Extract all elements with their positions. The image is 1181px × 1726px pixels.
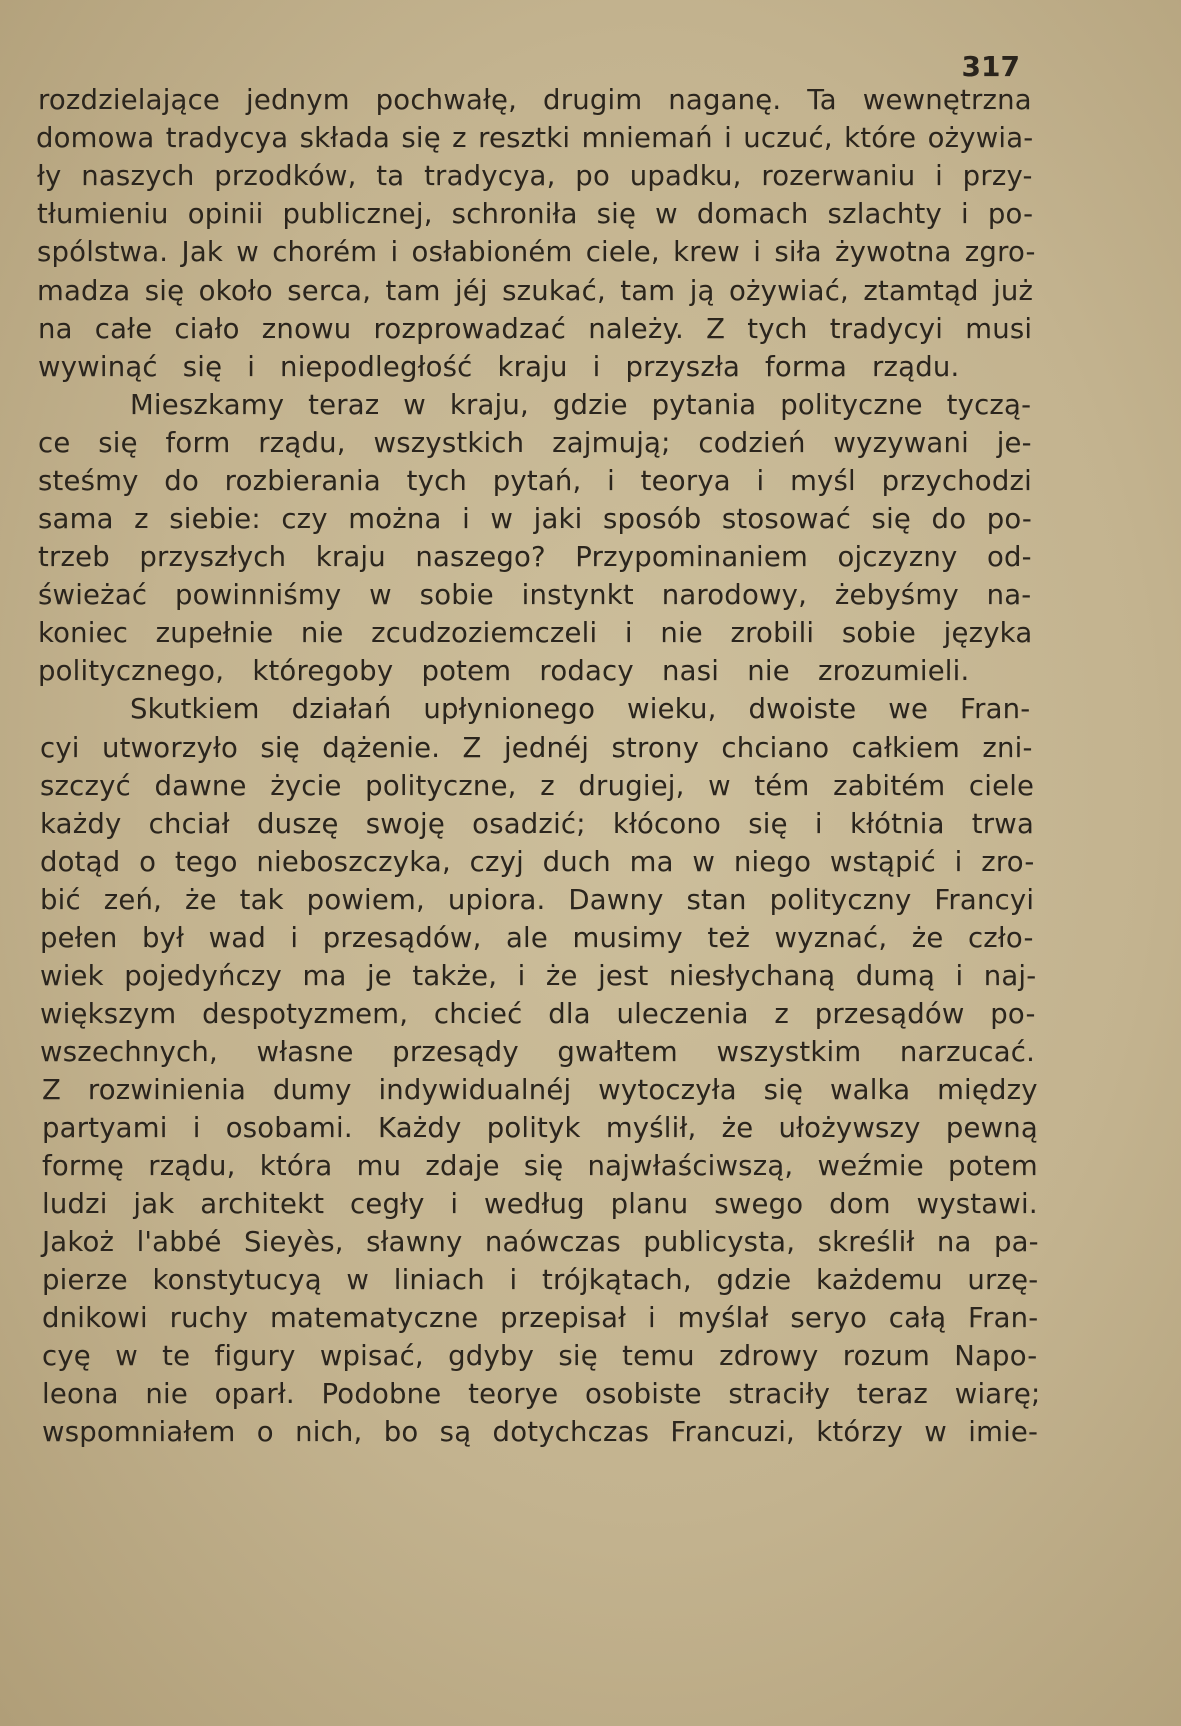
text-line: formę rządu, która mu zdaje się najwłaściwszą, weźmie potem [42, 1150, 1038, 1182]
text-line: wszechnych, własne przesądy gwałtem wszystkim narzucać. [40, 1036, 1036, 1068]
text-line: bić zeń, że tak powiem, upiora. Dawny stan polityczny Francyi [40, 884, 1035, 916]
text-line: Mieszkamy teraz w kraju, gdzie pytania polityczne tyczą- [130, 389, 1032, 421]
text-line: tłumieniu opinii publicznej, schroniła się w domach szlachty i po- [37, 198, 1034, 230]
text-line: steśmy do rozbierania tych pytań, i teorya i myśl przychodzi [38, 465, 1032, 497]
text-line: wiek pojedyńczy ma je także, i że jest niesłychaną dumą i naj- [40, 960, 1037, 992]
text-line: większym despotyzmem, chcieć dla uleczenia z przesądów po- [40, 998, 1036, 1030]
text-line: cyi utworzyło się dążenie. Z jednéj strony chciano całkiem zni- [40, 732, 1033, 764]
text-line: dotąd o tego nieboszczyka, czyj duch ma w niego wstąpić i zro- [40, 846, 1035, 878]
text-line: ły naszych przodków, ta tradycya, po upadku, rozerwaniu i przy- [37, 160, 1033, 192]
text-line: rozdzielające jednym pochwałę, drugim naganę. Ta wewnętrzna [38, 84, 1032, 116]
text-line: madza się około serca, tam jéj szukać, tam ją ożywiać, ztamtąd już [37, 275, 1034, 307]
text-line: cyę w te figury wpisać, gdyby się temu zdrowy rozum Napo- [42, 1340, 1038, 1372]
text-line: Jakoż l'abbé Sieyès, sławny naówczas publicysta, skreślił na pa- [42, 1226, 1039, 1258]
text-line: szczyć dawne życie polityczne, z drugiej, w tém zabitém ciele [40, 770, 1035, 802]
text-line: koniec zupełnie nie zcudzoziemczeli i nie zrobili sobie języka [38, 617, 1033, 649]
text-line: na całe ciało znowu rozprowadzać należy. Z tych tradycyi musi [38, 313, 1033, 345]
text-line: dnikowi ruchy matematyczne przepisał i myślał seryo całą Fran- [42, 1302, 1039, 1334]
text-line: ludzi jak architekt cegły i według planu swego dom wystawi. [42, 1188, 1038, 1220]
text-line: partyami i osobami. Każdy polityk myślił, że ułożywszy pewną [42, 1112, 1038, 1144]
text-line: leona nie oparł. Podobne teorye osobiste straciły teraz wiarę; [42, 1378, 1041, 1410]
text-line: politycznego, któregoby potem rodacy nasi nie zrozumieli. [38, 655, 970, 687]
text-line: ce się form rządu, wszystkich zajmują; codzień wyzywani je- [38, 427, 1032, 459]
text-line: trzeb przyszłych kraju naszego? Przypominaniem ojczyzny od- [38, 541, 1032, 573]
text-line: spólstwa. Jak w chorém i osłabioném ciele, krew i siła żywotna zgro- [37, 236, 1036, 268]
text-line: domowa tradycya składa się z resztki mniemań i uczuć, które ożywia- [36, 122, 1034, 154]
text-line: wspomniałem o nich, bo są dotychczas Francuzi, którzy w imie- [42, 1416, 1039, 1448]
text-line: Z rozwinienia dumy indywidualnéj wytoczyła się walka między [42, 1074, 1038, 1106]
text-line: Skutkiem działań upłynionego wieku, dwoiste we Fran- [130, 693, 1031, 725]
text-line: świeżać powinniśmy w sobie instynkt narodowy, żebyśmy na- [38, 579, 1032, 611]
page-number: 317 [961, 50, 1020, 83]
text-line: sama z siebie: czy można i w jaki sposób stosować się do po- [38, 503, 1033, 535]
text-line: pełen był wad i przesądów, ale musimy też wyznać, że czło- [40, 922, 1034, 954]
text-line: pierze konstytucyą w liniach i trójkątach, gdzie każdemu urzę- [42, 1264, 1039, 1296]
text-line: każdy chciał duszę swoję osadzić; kłócono się i kłótnia trwa [40, 808, 1035, 840]
text-line: wywinąć się i niepodległość kraju i przyszła forma rządu. [38, 351, 960, 383]
